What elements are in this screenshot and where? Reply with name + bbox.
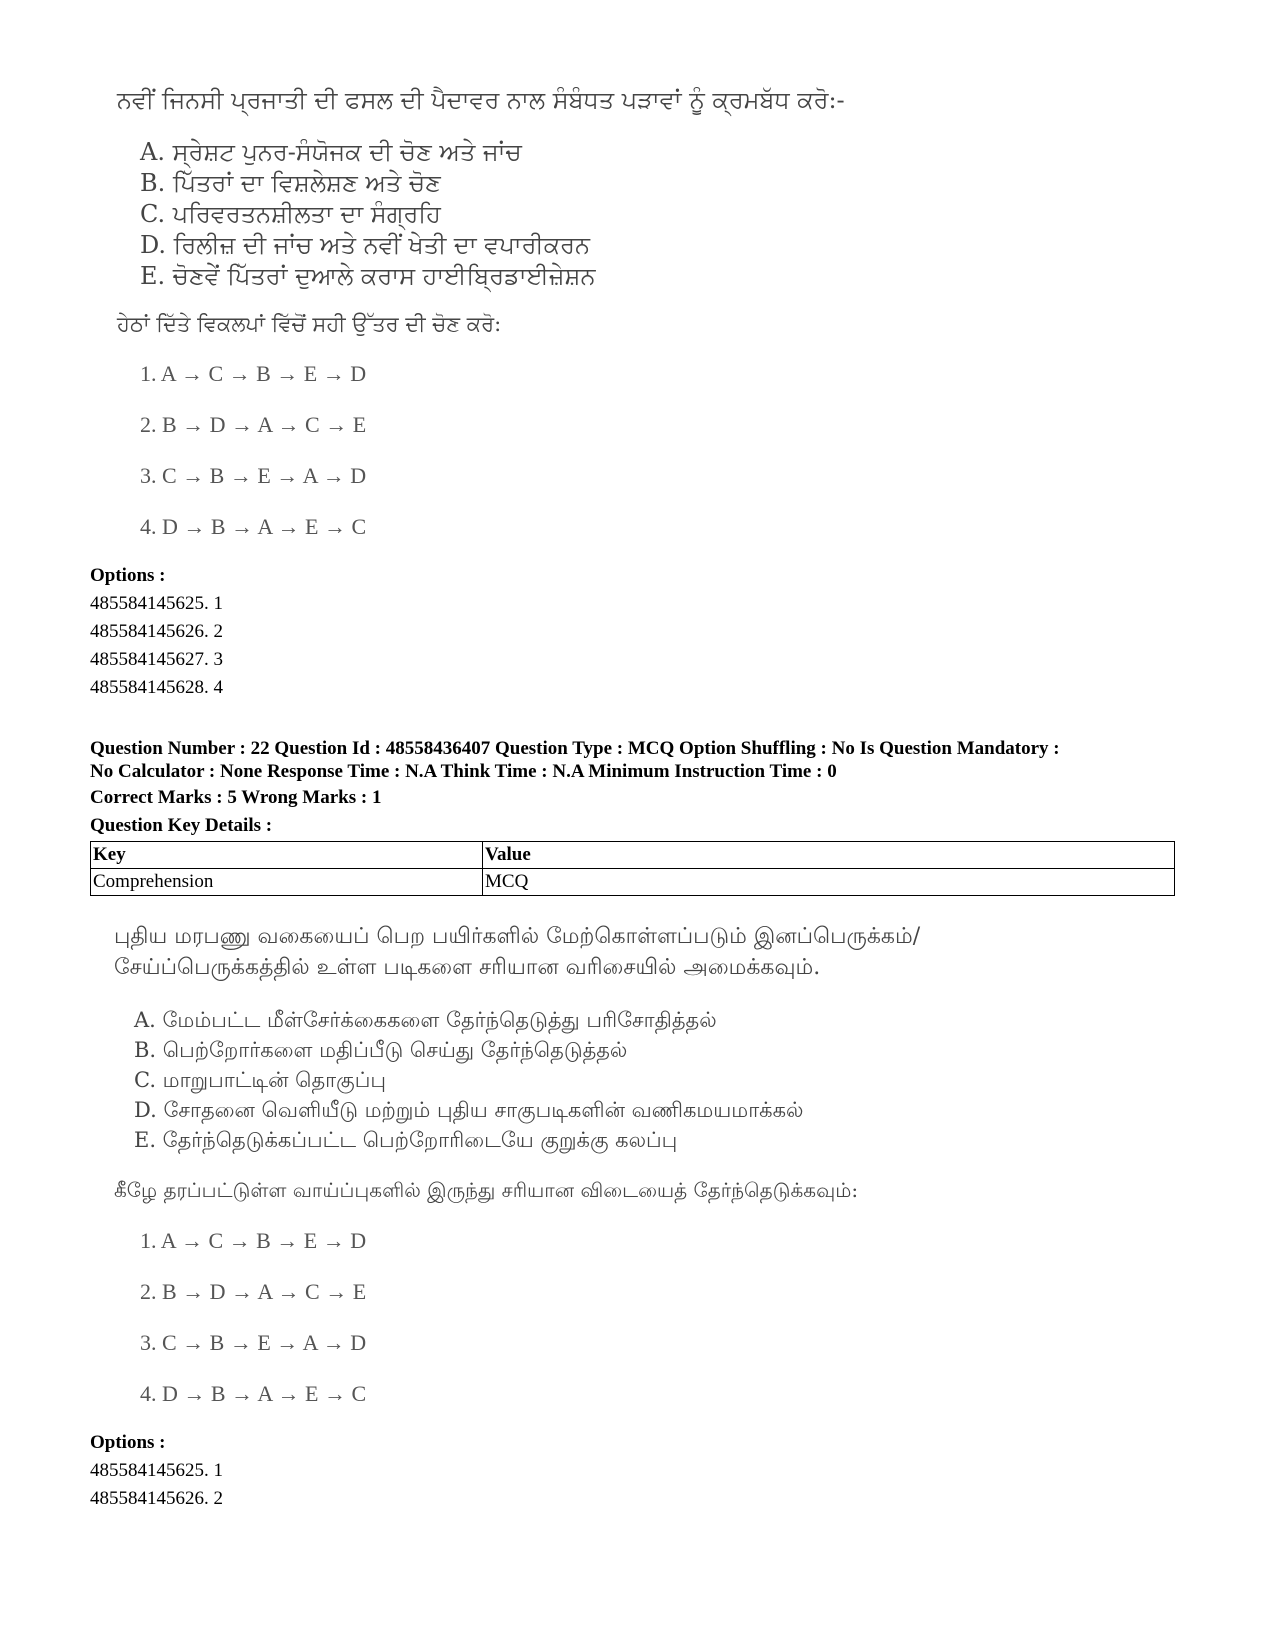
statement-item: A. ਸ੍ਰੇਸ਼ਟ ਪੁਨਰ-ਸੰਯੋਜਕ ਦੀ ਚੋਣ ਅਤੇ ਜਾਂਚ bbox=[140, 138, 522, 166]
key-details-table bbox=[90, 841, 1175, 896]
answer-choice: 2. B → D → A → C → E bbox=[140, 412, 367, 437]
answer-choice: 3. C → B → E → A → D bbox=[140, 463, 367, 488]
question-stem: ਨਵੀਂ ਜਿਨਸੀ ਪ੍ਰਜਾਤੀ ਦੀ ਫਸਲ ਦੀ ਪੈਦਾਵਰ ਨਾਲ ਸੰਬੰਧਤ ਪੜਾਵਾਂ ਨੂੰ ਕ੍ਰਮਬੱਧ ਕਰੋ:- bbox=[117, 86, 845, 114]
question-stem: சேய்ப்பெருக்கத்தில் உள்ள படிகளை சரியான வரிசையில் அமைக்கவும். bbox=[114, 955, 821, 980]
question-stem: புதிய மரபணு வகையைப் பெற பயிர்களில் மேற்கொள்ளப்படும் இனப்பெருக்கம்/ bbox=[114, 924, 921, 949]
answer-choice: 1. A → C → B → E → D bbox=[140, 361, 367, 386]
option-item: 485584145625. 1 bbox=[90, 1460, 223, 1481]
table-header-cell: Key bbox=[91, 842, 483, 869]
question-meta-line: Question Number : 22 Question Id : 48558436407 Question Type : MCQ Option Shuffling : No Is Question Mandatory : bbox=[90, 738, 1060, 759]
question-meta-line: No Calculator : None Response Time : N.A Think Time : N.A Minimum Instruction Time : 0 bbox=[90, 761, 837, 782]
table-cell: Comprehension bbox=[91, 869, 483, 896]
question-instruction: கீழே தரப்பட்டுள்ள வாய்ப்புகளில் இருந்து சரியான விடையைத் தேர்ந்தெடுக்கவும்: bbox=[114, 1178, 859, 1202]
option-item: 485584145628. 4 bbox=[90, 677, 223, 698]
table-cell: MCQ bbox=[483, 869, 1175, 896]
options-label: Options : bbox=[90, 1432, 166, 1453]
statement-item: C. மாறுபாட்டின் தொகுப்பு bbox=[134, 1068, 386, 1092]
option-item: 485584145626. 2 bbox=[90, 1488, 223, 1509]
question-meta bbox=[90, 737, 1190, 783]
table-header-row bbox=[91, 842, 1175, 869]
table-header-cell: Value bbox=[483, 842, 1175, 869]
statement-item: B. பெற்றோர்களை மதிப்பீடு செய்து தேர்ந்தெடுத்தல் bbox=[134, 1038, 628, 1062]
answer-choice: 4. D → B → A → E → C bbox=[140, 514, 367, 539]
answer-choice: 3. C → B → E → A → D bbox=[140, 1330, 367, 1355]
statement-item: A. மேம்பட்ட மீள்சேர்க்கைகளை தேர்ந்தெடுத்து பரிசோதித்தல் bbox=[134, 1008, 717, 1032]
answer-choice: 1. A → C → B → E → D bbox=[140, 1228, 367, 1253]
question-marks: Correct Marks : 5 Wrong Marks : 1 bbox=[90, 787, 382, 808]
statement-item: E. ਚੋਣਵੇਂ ਪਿੱਤਰਾਂ ਦੁਆਲੇ ਕਰਾਸ ਹਾਈਬ੍ਰਿਡਾਈਜ਼ੇਸ਼ਨ bbox=[140, 262, 596, 290]
options-label: Options : bbox=[90, 565, 166, 586]
question-key-details-label: Question Key Details : bbox=[90, 815, 273, 836]
option-item: 485584145625. 1 bbox=[90, 593, 223, 614]
statement-list bbox=[140, 137, 596, 292]
table-row bbox=[91, 869, 1175, 896]
statement-item: D. ਰਿਲੀਜ਼ ਦੀ ਜਾਂਚ ਅਤੇ ਨਵੀਂ ਖੇਤੀ ਦਾ ਵਪਾਰੀਕਰਨ bbox=[140, 231, 591, 259]
statement-list bbox=[134, 1005, 803, 1155]
answer-choice: 4. D → B → A → E → C bbox=[140, 1381, 367, 1406]
statement-item: C. ਪਰਿਵਰਤਨਸ਼ੀਲਤਾ ਦਾ ਸੰਗ੍ਰਹਿ bbox=[140, 200, 441, 228]
statement-item: E. தேர்ந்தெடுக்கப்பட்ட பெற்றோரிடையே குறுக்கு கலப்பு bbox=[134, 1128, 678, 1152]
option-item: 485584145627. 3 bbox=[90, 649, 223, 670]
question-instruction: ਹੇਠਾਂ ਦਿੱਤੇ ਵਿਕਲਪਾਂ ਵਿੱਚੋਂ ਸਹੀ ਉੱਤਰ ਦੀ ਚੋਣ ਕਰੋ: bbox=[117, 312, 502, 336]
statement-item: D. சோதனை வெளியீடு மற்றும் புதிய சாகுபடிகளின் வணிகமயமாக்கல் bbox=[134, 1098, 804, 1122]
options-section bbox=[90, 562, 223, 702]
option-item: 485584145626. 2 bbox=[90, 621, 223, 642]
options-section bbox=[90, 1429, 223, 1513]
answer-choice: 2. B → D → A → C → E bbox=[140, 1279, 367, 1304]
statement-item: B. ਪਿੱਤਰਾਂ ਦਾ ਵਿਸ਼ਲੇਸ਼ਣ ਅਤੇ ਚੋਣ bbox=[140, 169, 441, 197]
